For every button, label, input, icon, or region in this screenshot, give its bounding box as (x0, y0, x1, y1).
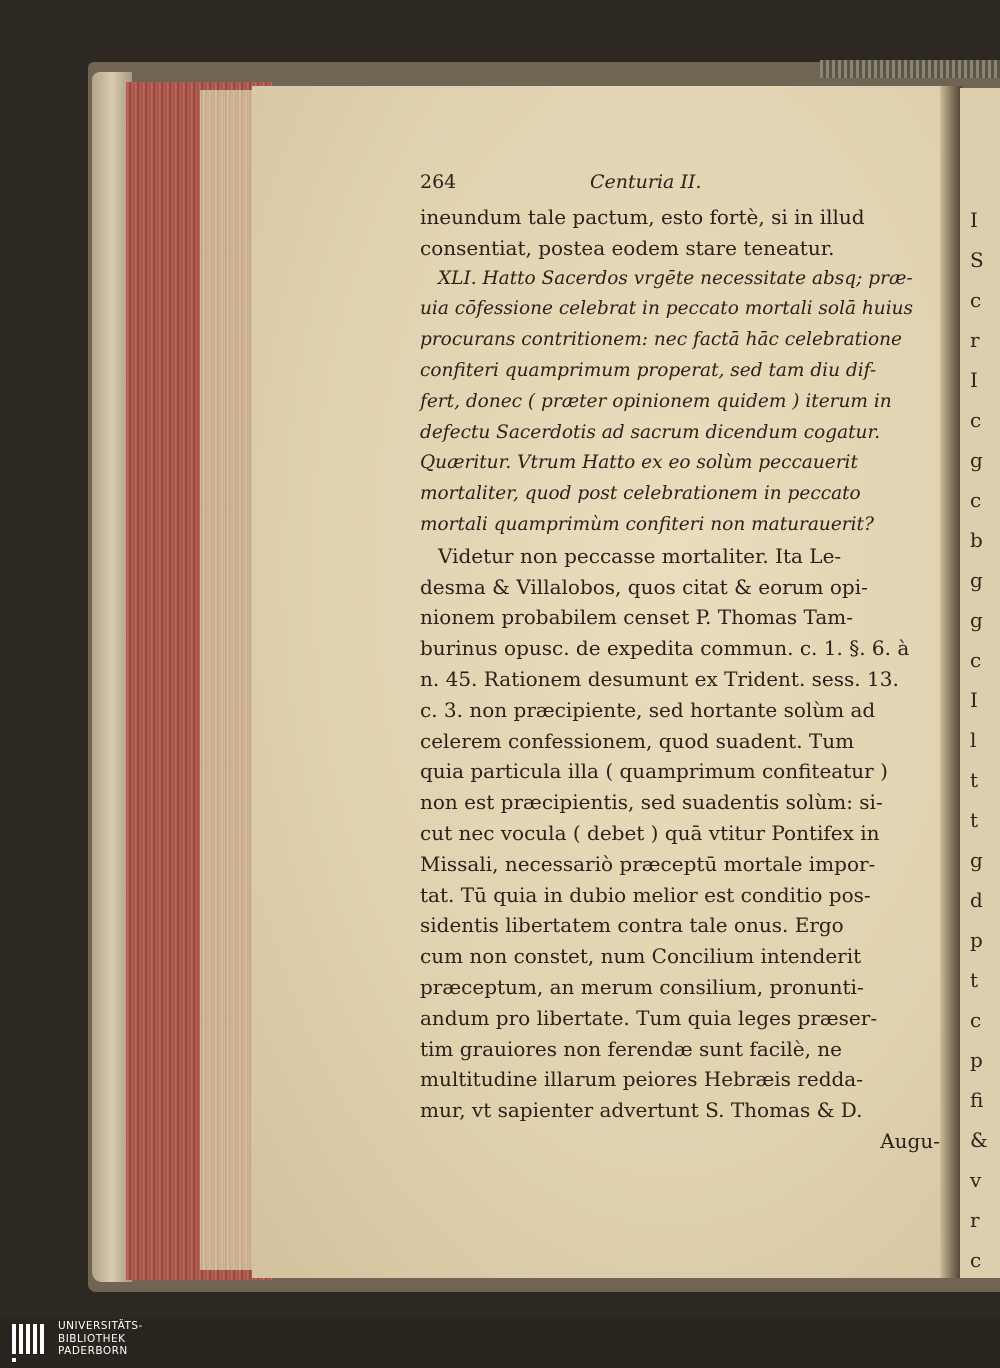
facing-page-fragment: l (970, 728, 977, 752)
facing-page-fragment: r (970, 1208, 980, 1232)
text-line: nionem probabilem censet P. Thomas Tam- (420, 605, 853, 630)
facing-page-fragment: c (970, 488, 982, 512)
footer-bar (0, 1318, 1000, 1368)
facing-page-fragment: d (970, 888, 983, 912)
facing-page-fragment: g (970, 568, 983, 592)
facing-page-fragment: fi (970, 1088, 984, 1112)
text-line: uia cōfessione celebrat in peccato mortali solā huius (420, 298, 914, 320)
facing-page-fragment: I (970, 688, 978, 712)
book-top-fringe (820, 60, 1000, 78)
running-head: Centuria II. (590, 171, 702, 193)
facing-page-fragment: & (970, 1128, 988, 1152)
facing-page-fragment: c (970, 408, 982, 432)
facing-page-fragment: c (970, 1008, 982, 1032)
book-gutter (940, 86, 962, 1278)
text-line: n. 45. Rationem desumunt ex Trident. sess. 13. (420, 666, 899, 691)
text-line: consentiat, postea eodem stare teneatur. (420, 235, 835, 260)
text-line: desma & Villalobos, quos citat & eorum opi- (420, 574, 868, 599)
text-line: Videtur non peccasse mortaliter. Ita Le- (438, 543, 842, 568)
text-line: multitudine illarum peiores Hebræis redda- (420, 1067, 863, 1092)
text-line: defectu Sacerdotis ad sacrum dicendum cogatur. (420, 421, 881, 443)
page-header (420, 162, 940, 202)
facing-page-fragment: g (970, 848, 983, 872)
library-logo-icon (10, 1322, 50, 1364)
text-line: mortali quamprimùm confiteri non maturauerit? (420, 513, 874, 535)
facing-page-fragment: c (970, 648, 982, 672)
text-line: fert, donec ( præter opinionem quidem ) iterum in (420, 390, 892, 412)
text-line: mur, vt sapienter advertunt S. Thomas & D. (420, 1098, 863, 1123)
text-line: burinus opusc. de expedita commun. c. 1. §. 6. à (420, 636, 910, 661)
library-name (58, 1320, 143, 1358)
facing-page-fragment: p (970, 928, 983, 952)
page-number: 264 (420, 171, 457, 193)
text-line: sidentis libertatem contra tale onus. Ergo (420, 913, 844, 938)
text-line: Missali, necessariò præceptū mortale impor- (420, 851, 876, 876)
facing-page-fragment: I (970, 368, 978, 392)
page-text (420, 162, 940, 1157)
library-name-line: UNIVERSITÄTS- (58, 1320, 143, 1332)
facing-page-fragment: t (970, 768, 979, 792)
facing-page-fragment: t (970, 808, 979, 832)
text-line: quia particula illa ( quamprimum confiteatur ) (420, 759, 888, 784)
text-line: cut nec vocula ( debet ) quā vtitur Pontifex in (420, 820, 880, 845)
text-line: tat. Tū quia in dubio melior est conditio pos- (420, 882, 871, 907)
facing-page-fragment: g (970, 608, 983, 632)
facing-page-fragment: t (970, 968, 979, 992)
catchword: Augu- (880, 1128, 940, 1153)
text-line: cum non constet, num Concilium intenderit (420, 944, 862, 969)
facing-page-fragment: c (970, 1248, 982, 1272)
text-line: præceptum, an merum consilium, pronunti- (420, 974, 864, 999)
facing-page-fragment: v (970, 1168, 982, 1192)
text-line: procurans contritionem: nec factā hāc celebratione (420, 329, 902, 351)
facing-page-fragment: I (970, 208, 978, 232)
text-line: tim grauiores non ferendæ sunt facilè, ne (420, 1036, 843, 1061)
text-line: non est præcipientis, sed suadentis solùm: si- (420, 790, 883, 815)
text-line: confiteri quamprimum properat, sed tam diu dif- (420, 359, 877, 381)
facing-page-fragment: g (970, 448, 983, 472)
facing-page-fragment: r (970, 328, 980, 352)
facing-page-fragment: p (970, 1048, 983, 1072)
library-name-line: BIBLIOTHEK (58, 1332, 126, 1345)
text-line: mortaliter, quod post celebrationem in peccato (420, 483, 861, 505)
library-name-line: PADERBORN (58, 1345, 128, 1357)
text-line: andum pro libertate. Tum quia leges præser- (420, 1005, 878, 1030)
facing-page (960, 88, 1000, 1278)
facing-page-fragment: S (970, 248, 984, 272)
text-line: XLI. Hatto Sacerdos vrgēte necessitate absq; præ- (438, 267, 913, 289)
text-line: ineundum tale pactum, esto fortè, si in illud (420, 205, 865, 229)
facing-page-fragment: c (970, 288, 982, 312)
text-line: c. 3. non præcipiente, sed hortante solùm ad (420, 697, 876, 722)
text-line: celerem confessionem, quod suadent. Tum (420, 728, 855, 753)
text-body (420, 202, 940, 1126)
facing-page-fragment: b (970, 528, 983, 552)
text-line: Quæritur. Vtrum Hatto ex eo solùm peccauerit (420, 452, 858, 474)
